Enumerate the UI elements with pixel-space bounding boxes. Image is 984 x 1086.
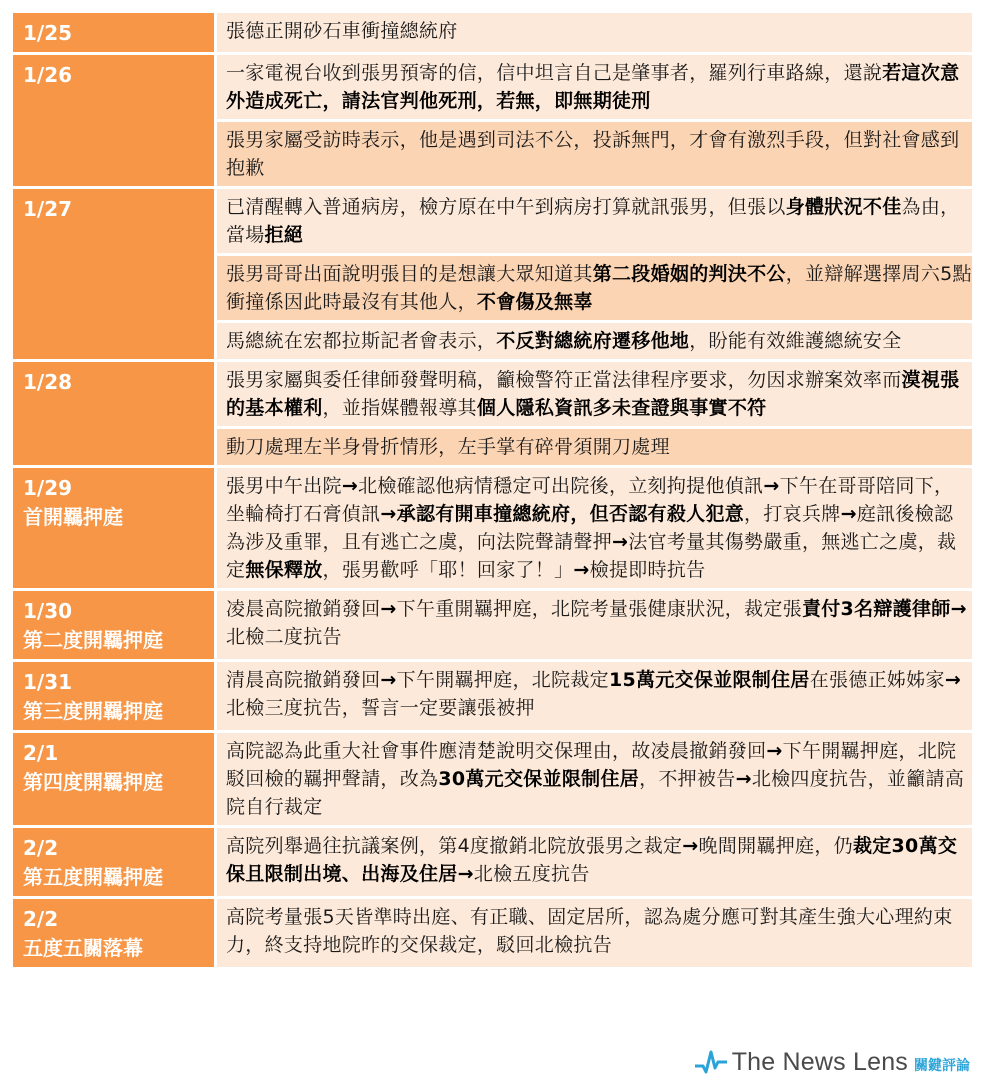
timeline-row bbox=[13, 54, 972, 121]
event-text: 下午開羈押庭，北院駁回檢的羈押聲請，改為 bbox=[226, 740, 957, 790]
emphasis-text: 15萬元交保並限制住居 bbox=[608, 669, 810, 691]
date-label: 1/31 bbox=[23, 670, 73, 694]
arrow-icon: → bbox=[735, 768, 752, 790]
emphasis-text: 責付3名辯護律師 bbox=[801, 598, 951, 620]
hearing-label: 首開羈押庭 bbox=[23, 505, 123, 529]
event-text: 為由，當場 bbox=[226, 196, 960, 246]
date-cell bbox=[13, 54, 216, 188]
date-cell bbox=[13, 361, 216, 467]
event-cell bbox=[216, 255, 973, 322]
event-text: 檢提即時抗告 bbox=[589, 559, 706, 581]
event-text: 凌晨高院撤銷發回 bbox=[226, 598, 381, 620]
emphasis-text: 30萬元交保並限制住居 bbox=[438, 768, 640, 790]
event-text: 張男中午出院 bbox=[226, 475, 342, 497]
date-label: 1/26 bbox=[23, 63, 73, 87]
event-cell bbox=[216, 827, 973, 898]
event-text: 高院考量張5天皆準時出庭、有正職、固定居所，認為處分應可對其產生強大心理約束力，終支持地院昨的交保裁定，駁回北檢抗告 bbox=[226, 906, 953, 956]
event-cell bbox=[216, 590, 973, 661]
event-text: 法官考量其傷勢嚴重，無逃亡之虞，裁定 bbox=[226, 531, 957, 581]
event-text: ，張男歡呼「耶！回家了！」 bbox=[322, 559, 574, 581]
hearing-label: 第二度開羈押庭 bbox=[23, 628, 163, 652]
date-cell bbox=[13, 188, 216, 361]
arrow-icon: → bbox=[380, 598, 397, 620]
emphasis-text: 第二段婚姻的判決不公 bbox=[592, 263, 786, 285]
timeline-row bbox=[13, 827, 972, 898]
event-text: 張男家屬受訪時表示，他是遇到司法不公，投訴無門，才會有激烈手段，但對社會感到抱歉 bbox=[226, 129, 960, 179]
event-text: 北檢確認他病情穩定可出院後，立刻拘提他偵訊 bbox=[358, 475, 764, 497]
date-cell bbox=[13, 590, 216, 661]
event-text: 清晨高院撤銷發回 bbox=[226, 669, 381, 691]
event-text: ，不押被告 bbox=[639, 768, 736, 790]
date-label: 2/2 bbox=[23, 836, 59, 860]
date-cell bbox=[13, 827, 216, 898]
emphasis-text: 漠視張的基本權利 bbox=[226, 369, 960, 419]
event-text: 張男哥哥出面說明張目的是想讓大眾知道其 bbox=[226, 263, 593, 285]
date-cell bbox=[13, 13, 216, 54]
emphasis-text: 不會傷及無辜 bbox=[476, 291, 593, 313]
event-cell bbox=[216, 661, 973, 732]
arrow-icon: → bbox=[682, 835, 699, 857]
timeline-table bbox=[13, 13, 972, 967]
logo-text: The News Lens bbox=[731, 1047, 908, 1076]
timeline-row bbox=[13, 898, 972, 968]
event-text: 北檢二度抗告 bbox=[226, 626, 342, 648]
event-text: 高院列舉過往抗議案例，第4度撤銷北院放張男之裁定 bbox=[226, 835, 683, 857]
event-cell bbox=[216, 322, 973, 361]
timeline-row bbox=[13, 661, 972, 732]
timeline-row bbox=[13, 361, 972, 428]
event-cell bbox=[216, 13, 973, 54]
emphasis-text: 個人隱私資訊多未查證與事實不符 bbox=[476, 397, 767, 419]
event-text: 下午在哥哥陪同下，坐輪椅打石膏偵訊 bbox=[226, 475, 954, 525]
pulse-icon bbox=[694, 1048, 728, 1076]
date-label: 1/25 bbox=[23, 21, 73, 45]
event-cell bbox=[216, 361, 973, 428]
event-text: 高院認為此重大社會事件應清楚說明交保理由，故凌晨撤銷發回 bbox=[226, 740, 767, 762]
date-cell bbox=[13, 661, 216, 732]
event-text: 在張德正姊姊家 bbox=[809, 669, 945, 691]
event-text: 庭訊後檢認為涉及重罪，且有逃亡之虞，向法院聲請聲押 bbox=[226, 503, 954, 553]
event-text: 北檢四度抗告，並籲請高院自行裁定 bbox=[226, 768, 965, 818]
event-text: 馬總統在宏都拉斯記者會表示， bbox=[226, 330, 497, 352]
event-cell bbox=[216, 467, 973, 590]
arrow-icon: → bbox=[763, 475, 780, 497]
event-cell bbox=[216, 732, 973, 827]
date-label: 2/1 bbox=[23, 741, 59, 765]
arrow-icon: → bbox=[612, 531, 629, 553]
event-text: ，並辯解選擇周六5點衝撞係因此時最沒有其他人， bbox=[226, 263, 972, 313]
event-cell bbox=[216, 428, 973, 467]
event-text: ，盼能有效維護總統安全 bbox=[689, 330, 902, 352]
date-label: 2/2 bbox=[23, 907, 59, 931]
date-cell bbox=[13, 898, 216, 968]
arrow-icon: → bbox=[944, 669, 962, 691]
news-lens-logo bbox=[694, 1046, 970, 1078]
date-label: 1/30 bbox=[23, 599, 73, 623]
event-text: 北檢五度抗告 bbox=[473, 863, 590, 885]
logo-cn-text: 關鍵評論 bbox=[914, 1058, 970, 1074]
emphasis-text: 若這次意外造成死亡，請法官判他死刑，若無，即無期徒刑 bbox=[226, 62, 960, 112]
arrow-icon: → bbox=[380, 503, 397, 525]
hearing-label: 五度五關落幕 bbox=[23, 936, 143, 960]
timeline-row bbox=[13, 188, 972, 255]
arrow-icon: → bbox=[341, 475, 359, 497]
event-text: 已清醒轉入普通病房，檢方原在中午到病房打算就訊張男，但張以 bbox=[226, 196, 786, 218]
event-text: 下午重開羈押庭，北院考量張健康狀況，裁定張 bbox=[396, 598, 802, 620]
event-cell bbox=[216, 188, 973, 255]
emphasis-text: 拒絕 bbox=[264, 224, 304, 246]
emphasis-text: 無保釋放 bbox=[245, 559, 323, 581]
emphasis-text: 承認有開車撞總統府，但否認有殺人犯意 bbox=[396, 503, 745, 525]
emphasis-text: 身體狀況不佳 bbox=[785, 196, 902, 218]
date-label: 1/29 bbox=[23, 476, 73, 500]
arrow-icon: → bbox=[573, 559, 590, 581]
event-cell bbox=[216, 54, 973, 121]
hearing-label: 第四度開羈押庭 bbox=[23, 770, 163, 794]
event-text: 晚間開羈押庭，仍 bbox=[698, 835, 853, 857]
timeline-row bbox=[13, 732, 972, 827]
timeline-row bbox=[13, 467, 972, 590]
event-cell bbox=[216, 898, 973, 968]
event-text: ，並指媒體報導其 bbox=[322, 397, 477, 419]
hearing-label: 第三度開羈押庭 bbox=[23, 699, 163, 723]
event-text: 一家電視台收到張男預寄的信，信中坦言自己是肇事者，羅列行車路線，還說 bbox=[226, 62, 883, 84]
arrow-icon: → bbox=[380, 669, 397, 691]
hearing-label: 第五度開羈押庭 bbox=[23, 865, 163, 889]
event-text: 動刀處理左半身骨折情形，左手掌有碎骨須開刀處理 bbox=[226, 436, 670, 458]
emphasis-text: 裁定30萬交保且限制出境、出海及住居 bbox=[226, 835, 958, 885]
arrow-icon: → bbox=[950, 598, 967, 620]
emphasis-text: 不反對總統府遷移他地 bbox=[496, 330, 690, 352]
date-cell bbox=[13, 732, 216, 827]
event-text: 張男家屬與委任律師發聲明稿，籲檢警符正當法律程序要求，勿因求辦案效率而 bbox=[226, 369, 902, 391]
arrow-icon: → bbox=[457, 863, 474, 885]
arrow-icon: → bbox=[766, 740, 783, 762]
timeline-row bbox=[13, 13, 972, 54]
date-label: 1/27 bbox=[23, 197, 73, 221]
event-text: 北檢三度抗告，誓言一定要讓張被押 bbox=[226, 697, 535, 719]
date-label: 1/28 bbox=[23, 370, 73, 394]
arrow-icon: → bbox=[840, 503, 857, 525]
event-text: 下午開羈押庭，北院裁定 bbox=[396, 669, 609, 691]
event-text: ，打哀兵牌 bbox=[744, 503, 841, 525]
date-cell bbox=[13, 467, 216, 590]
event-text: 張德正開砂石車衝撞總統府 bbox=[226, 20, 458, 42]
event-cell bbox=[216, 121, 973, 188]
timeline-row bbox=[13, 590, 972, 661]
